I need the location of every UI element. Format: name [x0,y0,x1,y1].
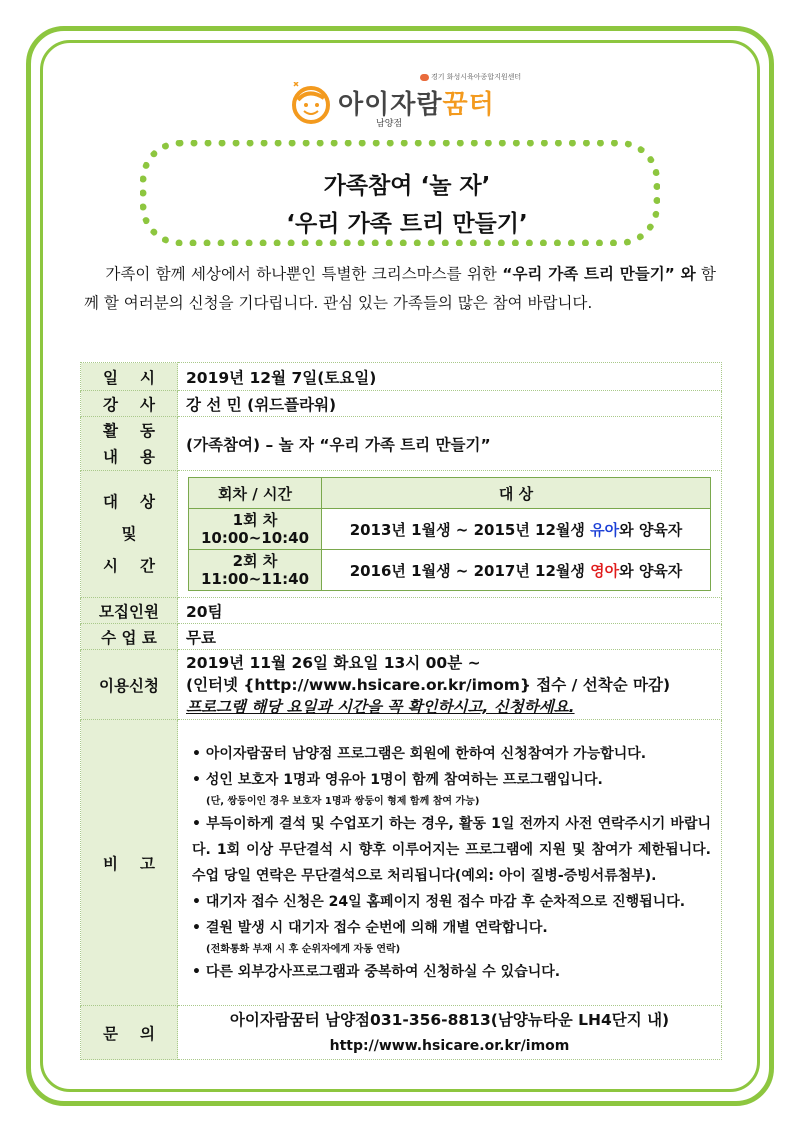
session-name: 2회 차 [232,552,278,570]
support-center-name: 경기 화성시육아종합지원센터 [431,73,522,81]
label-text: 동 [140,421,155,440]
note-item: • 대기자 접수 신청은 24일 홈페이지 정원 접수 마감 후 순차적으로 진행됩니다. [192,893,686,910]
note-item: • 결원 발생 시 대기자 접수 순번에 의해 개별 연락합니다. [192,919,548,936]
intro-paragraph [84,260,716,318]
contact-phone: 아이자람꿈터 남양점031-356-8813(남양뉴타운 LH4단지 내) [229,1010,670,1029]
label-instructor [81,391,178,417]
notes-list [178,720,722,1006]
center-emblem-icon [420,74,429,81]
target-text: 2016년 1월생 ~ 2017년 12월생 [349,561,591,580]
title-box [140,140,660,246]
label-text: 상 [140,493,155,511]
schedule-header-session: 회차 / 시간 [189,478,322,509]
session-time: 10:00~10:40 [200,529,310,547]
row-fee [81,624,722,650]
label-target [81,471,178,598]
session-time: 11:00~11:40 [200,570,310,588]
label-text: 내 [103,447,118,466]
row-date [81,363,722,391]
intro-text-bold: “우리 가족 트리 만들기” 와 [502,265,696,283]
row-capacity [81,598,722,624]
label-text: 고 [140,854,155,873]
value-contact [178,1006,722,1060]
contact-url[interactable]: http://www.hsicare.or.kr/imom [329,1037,570,1054]
target-highlight: 영아 [590,561,620,580]
label-text: 및 [121,525,137,543]
child-face-logo-icon [290,82,332,124]
value-activity: (가족참여) – 놀 자 “우리 가족 트리 만들기” [178,417,722,471]
label-activity [81,417,178,471]
center-logo [286,66,526,130]
label-text: 문 [103,1024,118,1043]
schedule-row [189,509,711,550]
row-apply [81,650,722,720]
label-text: 시 [103,557,118,575]
label-text: 활 [103,421,118,440]
logo-name-highlight: 꿈터 [442,90,495,120]
apply-method: (인터넷 {http://www.hsicare.or.kr/imom} 접수 / 선착순 마감) [186,675,671,694]
label-text: 시 [140,368,155,387]
note-sub: (전화통화 부재 시 후 순위자에게 자동 연락) [206,943,401,955]
value-instructor: 강 선 민 (위드플라워) [178,391,722,417]
label-text: 강 [103,395,118,414]
label-text: 일 [103,368,118,387]
label-date [81,363,178,391]
target-text: 2013년 1월생 ~ 2015년 12월생 [349,520,591,539]
row-contact [81,1006,722,1060]
label-capacity: 모집인원 [81,598,178,624]
label-text: 대 [103,493,118,511]
label-text: 비 [103,854,118,873]
value-date: 2019년 12월 7일(토요일) [178,363,722,391]
target-highlight: 유아 [590,520,620,539]
intro-text-2: 함께 할 여러분의 신청을 기다립니다. 관심 있는 가족들의 많은 참여 바랍니다. [84,265,716,312]
title-line-1: 가족참여 ‘놀 자’ [323,173,491,199]
intro-text-1: 가족이 함께 세상에서 하나뿐인 특별한 크리스마스를 위한 [105,265,503,283]
row-target [81,471,722,598]
logo-wordmark [338,84,495,121]
logo-name-main: 아이자람 [338,90,443,120]
apply-notice: 프로그램 해당 요일과 시간을 꼭 확인하시고, 신청하세요. [186,697,575,716]
apply-period: 2019년 11월 26일 화요일 13시 00분 ~ [186,653,481,672]
label-notes [81,720,178,1006]
target-text: 와 양육자 [619,520,683,539]
value-fee: 무료 [178,624,722,650]
row-notes [81,720,722,1006]
label-contact [81,1006,178,1060]
label-text: 간 [140,557,155,575]
title-line-2: ‘우리 가족 트리 만들기’ [286,211,528,237]
support-center-mark [420,72,521,82]
note-sub: (단, 쌍둥이인 경우 보호자 1명과 쌍둥이 형제 함께 참여 가능) [206,795,480,807]
note-item: • 다른 외부강사프로그램과 중복하여 신청하실 수 있습니다. [192,963,561,980]
label-text: 사 [140,395,155,414]
schedule-table [188,477,711,591]
label-fee: 수 업 료 [81,624,178,650]
logo-branch: 남양점 [376,119,403,129]
row-instructor [81,391,722,417]
info-table [80,362,722,1060]
session-name: 1회 차 [232,511,278,529]
note-item: • 부득이하게 결석 및 수업포기 하는 경우, 활동 1일 전까지 사전 연락주시기 바랍니다. 1회 이상 무단결석 시 향후 이루어지는 프로그램에 지원 및 참여가 제한됩니다. 수업 당일 연락은 무단결석으로 처리됩니다(예외: 아이 질병-증빙서류첨부). [192,815,711,884]
session-1-target [322,509,711,550]
note-item: • 성인 보호자 1명과 영유아 1명이 함께 참여하는 프로그램입니다. [192,771,603,788]
target-schedule-cell [178,471,722,598]
schedule-row [189,550,711,591]
value-capacity: 20팀 [178,598,722,624]
row-activity [81,417,722,471]
value-apply [178,650,722,720]
target-text: 와 양육자 [619,561,683,580]
label-text: 용 [140,447,155,466]
session-1 [189,509,322,550]
schedule-header-target: 대 상 [322,478,711,509]
label-apply: 이용신청 [81,650,178,720]
note-item: • 아이자람꿈터 남양점 프로그램은 회원에 한하여 신청참여가 가능합니다. [192,745,647,762]
session-2-target [322,550,711,591]
session-2 [189,550,322,591]
label-text: 의 [140,1024,155,1043]
